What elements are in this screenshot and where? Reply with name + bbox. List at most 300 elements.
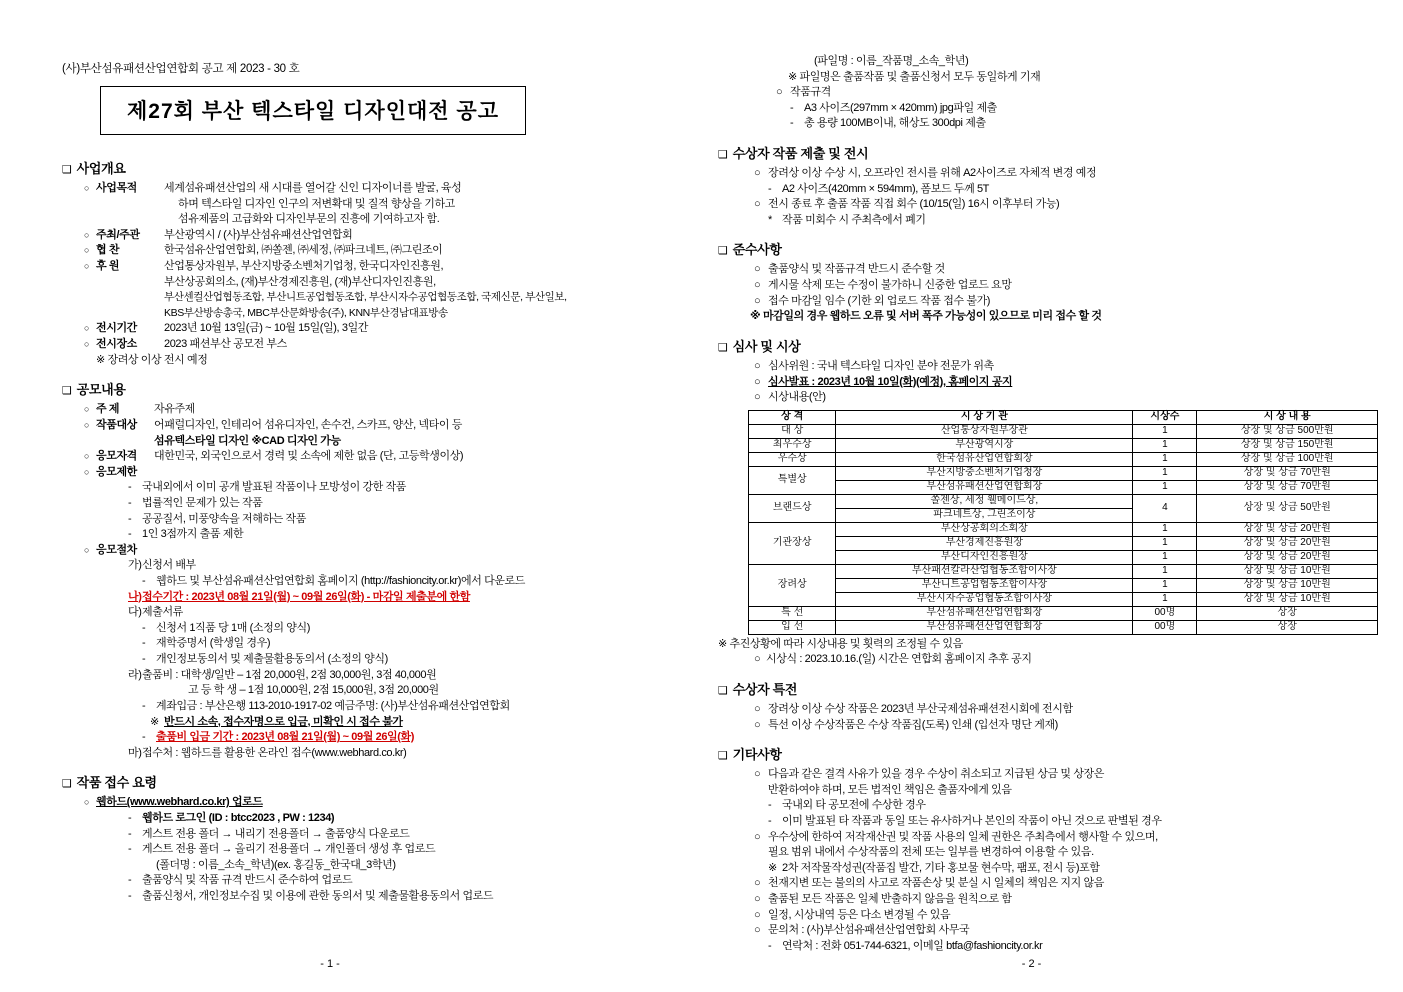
dash-bullet-icon: - xyxy=(128,811,132,824)
item-body: 이미 발표된 타 작품과 동일 또는 유사하거나 본인의 작품이 아닌 것으로 판별된 경우 xyxy=(782,815,1162,828)
item-body: 접수기간 : 2023년 08월 21일(월) ~ 09월 26일(화) - 마감일 제출분에 한함 xyxy=(142,590,470,603)
cell-count: 1 xyxy=(1133,424,1197,438)
circle-bullet-icon: ○ xyxy=(754,375,761,388)
cell-value: 상장 및 상금 10만원 xyxy=(1197,578,1378,592)
submission-list xyxy=(128,811,682,905)
column-header-value: 시 상 내 용 xyxy=(1197,410,1378,424)
list-item xyxy=(128,873,682,889)
item-body: 제출서류 xyxy=(142,606,183,619)
column-header-count: 시상수 xyxy=(1133,410,1197,424)
list-item xyxy=(84,181,682,228)
submission-header xyxy=(62,795,682,811)
item-body: 접수 마감일 임수 (기한 외 업로드 작품 접수 불가) xyxy=(768,294,991,307)
award-table xyxy=(748,410,1378,635)
cell-grade: 대 상 xyxy=(749,424,836,438)
item-body: 2차 저작물작성권(작품집 발간, 기타 홍보물 현수막, 팸포, 전시 등)포함 xyxy=(782,861,1100,874)
table-row xyxy=(749,466,1378,480)
dash-bullet-icon: - xyxy=(790,101,794,114)
list-item xyxy=(128,827,682,843)
dash-bullet-icon: - xyxy=(768,182,772,195)
item-body: 일정, 시상내역 등은 다소 변경될 수 있음 xyxy=(768,908,951,921)
table-row xyxy=(749,606,1378,620)
list-item xyxy=(128,527,682,543)
list-item xyxy=(150,715,682,731)
list-item xyxy=(754,166,1363,182)
table-row xyxy=(749,522,1378,536)
list-item xyxy=(128,496,682,512)
table-row xyxy=(749,438,1378,452)
table-row xyxy=(749,620,1378,634)
section-title-text: 공모내용 xyxy=(76,382,126,398)
square-bullet-icon: ❑ xyxy=(718,341,728,354)
cell-value: 상장 xyxy=(1197,606,1378,620)
document-title-box xyxy=(100,86,526,135)
list-item xyxy=(142,621,682,637)
item-line: 부산센컬산업협동조합, 부산니트공업협동조합, 부산시자수공업협동조합, 국제신문, 부산일보, xyxy=(164,291,567,304)
circle-bullet-icon: ○ xyxy=(754,263,761,276)
filename-note-list xyxy=(788,70,1363,86)
item-body: 게스트 전용 폴더 → 올리기 전용폴더 → 개인폴더 생성 후 업로드 xyxy=(142,843,436,856)
list-marker xyxy=(142,858,156,874)
item-body xyxy=(154,418,682,449)
cell-org: 한국섬유산업연합회장 xyxy=(836,452,1133,466)
item-body xyxy=(768,830,1158,846)
limit-list xyxy=(128,480,682,542)
circle-bullet-icon: ○ xyxy=(754,924,761,937)
list-item xyxy=(754,892,1363,908)
item-body: 특선 이상 수상작품은 수상 작품집(도록) 인쇄 (입선자 명단 게재) xyxy=(768,718,1058,731)
column-header-org: 시 상 기 관 xyxy=(836,410,1133,424)
cell-org: 부산지방중소벤처기업청장 xyxy=(836,466,1133,480)
item-body: (파일명 : 이름_작품명_소속_학년) xyxy=(814,55,969,67)
section-heading-submission xyxy=(62,772,682,791)
list-item xyxy=(790,116,1363,132)
item-body: (폴더명 : 이름_소속_학년)(ex. 홍길동_한국대_3학년) xyxy=(156,858,396,871)
circle-bullet-icon: ○ xyxy=(754,653,761,666)
cell-grade: 특 선 xyxy=(749,606,836,620)
item-line: 세계섬유패션산업의 새 시대를 열어갈 신인 디자이너를 발굴, 육성 xyxy=(164,182,462,194)
cell-grade: 최우수상 xyxy=(749,438,836,452)
table-row xyxy=(749,424,1378,438)
item-body: 게시물 삭제 또는 수정이 불가하니 신중한 업로드 요망 xyxy=(768,279,1012,292)
section-title-text: 기타사항 xyxy=(732,747,782,763)
item-body: 시상식 : 2023.10.16.(일) 시간은 연합회 홈페이지 추후 공지 xyxy=(766,653,1032,666)
section-heading-compliance xyxy=(718,239,1363,258)
cell-org: 부산상공회의소회장 xyxy=(836,522,1133,536)
section-heading-exhibit xyxy=(718,143,1363,162)
section-title-text: 수상자 작품 제출 및 전시 xyxy=(732,146,869,162)
item-body: 게스트 전용 폴더 → 내리기 전용폴더 → 출품양식 다운로드 xyxy=(142,827,410,840)
contact-info: 연락처 : 전화 051-744-6321, 이메일 btfa@fashioncity.or.kr xyxy=(782,939,1043,952)
list-item xyxy=(768,798,1363,814)
item-body: 작품규격 xyxy=(790,86,831,99)
list-item xyxy=(84,228,682,244)
circle-bullet-icon: ○ xyxy=(84,323,90,334)
compliance-warning xyxy=(750,309,1363,325)
item-line: 부산상공회의소, (재)부산경제진흥원, (재)부산디자인진흥원, xyxy=(164,275,436,288)
circle-bullet-icon: ○ xyxy=(754,893,761,906)
item-line: 우수상에 한하여 저작재산권 및 작품 사용의 일체 권한은 주최측에서 행사할 수 있으며, xyxy=(768,830,1158,843)
page-number-left: - 1 - xyxy=(320,958,340,970)
cell-count: 1 xyxy=(1133,466,1197,480)
list-marker: 라) xyxy=(128,668,142,681)
square-bullet-icon: ❑ xyxy=(62,385,72,398)
section-heading-benefits xyxy=(718,679,1363,698)
judging-list xyxy=(754,359,1363,406)
list-item xyxy=(754,197,1363,213)
item-label: 응모자격 xyxy=(96,450,137,463)
cell-count: 1 xyxy=(1133,592,1197,606)
table-header-row xyxy=(749,410,1378,424)
benefits-list xyxy=(754,702,1363,733)
list-item xyxy=(754,783,1363,799)
item-body: 접수처 : 웹하드를 활용한 온라인 접수(www.webhard.co.kr) xyxy=(142,746,407,759)
cell-value: 상장 및 상금 70만원 xyxy=(1197,480,1378,494)
list-item xyxy=(754,278,1363,294)
list-item xyxy=(142,699,682,715)
cell-count: 1 xyxy=(1133,452,1197,466)
circle-bullet-icon: ○ xyxy=(84,404,90,415)
process-list xyxy=(128,558,682,761)
item-body: 장려상 이상 수상 시, 오프라인 전시를 위해 A2사이즈로 자체적 변경 예정 xyxy=(768,167,1097,180)
circle-bullet-icon: ○ xyxy=(754,167,761,180)
item-body: 신청서 배부 xyxy=(142,559,196,572)
cell-org: 파크네트상, 그린조이상 xyxy=(836,508,1133,522)
list-item xyxy=(142,652,682,668)
dash-bullet-icon: - xyxy=(128,512,132,525)
item-body: 반환하여야 하며, 모든 법적인 책임은 출품자에게 있음 xyxy=(768,783,1012,796)
section-heading-overview xyxy=(62,158,682,177)
list-item xyxy=(754,294,1363,310)
cell-count: 00명 xyxy=(1133,606,1197,620)
exhibit-list xyxy=(754,166,1363,228)
circle-bullet-icon: ○ xyxy=(84,339,90,350)
item-body: 필요 범위 내에서 수상작품의 전체 또는 일부를 변경하여 이용할 수 있음. xyxy=(768,846,1094,859)
dash-bullet-icon: - xyxy=(142,637,146,650)
list-item xyxy=(768,182,1363,198)
list-item xyxy=(142,858,682,874)
table-row xyxy=(749,592,1378,606)
list-item xyxy=(768,939,1363,955)
list-item xyxy=(128,889,682,905)
item-body: 문의처 : (사)부산섬유패션산업연합회 사무국 xyxy=(768,924,970,937)
cell-value: 상장 및 상금 20만원 xyxy=(1197,550,1378,564)
section-heading-contest xyxy=(62,379,682,398)
item-body: 2023년 10월 13일(금) ~ 10월 15일(일), 3일간 xyxy=(164,322,369,335)
section-title-text: 준수사항 xyxy=(732,242,782,258)
item-label: 응모제한 xyxy=(96,465,137,478)
dash-bullet-icon: - xyxy=(768,939,772,952)
list-marker: 나) xyxy=(128,590,142,603)
item-label: 주 제 xyxy=(96,403,120,416)
circle-bullet-icon: ○ xyxy=(754,279,761,292)
page-number-right: - 2 - xyxy=(1021,958,1042,970)
item-body: 국내외 타 공모전에 수상한 경우 xyxy=(782,799,926,812)
others-list xyxy=(754,767,1363,954)
item-body: 계좌입금 : 부산은행 113-2010-1917-02 예금주명: (사)부산섬유패션산업연합회 xyxy=(156,699,510,712)
item-body: 시상내용(안) xyxy=(768,391,826,404)
cell-org: 부산패션칼라산업협동조합이사장 xyxy=(836,564,1133,578)
right-column xyxy=(700,0,1403,992)
item-body: 재학증명서 (학생일 경우) xyxy=(156,637,271,650)
item-body xyxy=(96,795,682,811)
table-row xyxy=(749,494,1378,508)
item-body: 다음과 같은 결격 사유가 있을 경우 수상이 취소되고 지급된 상금 및 상장은 xyxy=(768,768,1104,781)
cell-count: 1 xyxy=(1133,578,1197,592)
dash-bullet-icon: - xyxy=(142,653,146,666)
dash-bullet-icon: - xyxy=(128,874,132,887)
item-body: 심사위원 : 국내 텍스타일 디자인 분야 전문가 위촉 xyxy=(768,359,994,372)
circle-bullet-icon: ○ xyxy=(754,198,761,211)
contest-list xyxy=(62,402,682,480)
list-marker xyxy=(174,683,188,699)
list-item xyxy=(128,558,682,574)
list-item xyxy=(754,845,1363,861)
list-item xyxy=(754,908,1363,924)
square-bullet-icon: ❑ xyxy=(718,149,728,162)
list-item xyxy=(790,101,1363,117)
item-label: 응모절차 xyxy=(96,543,137,556)
circle-bullet-icon: ○ xyxy=(754,908,761,921)
table-row xyxy=(749,550,1378,564)
dash-bullet-icon: - xyxy=(128,496,132,509)
list-item xyxy=(84,337,682,353)
cell-count: 00명 xyxy=(1133,620,1197,634)
list-item xyxy=(142,636,682,652)
item-body: 출품비 : 대학생/일반 – 1점 20,000원, 2점 30,000원, 3점 40,000원 xyxy=(142,668,437,681)
item-body: 출품양식 및 작품 규격 반드시 준수하여 업로드 xyxy=(142,874,353,887)
award-footnote: ※ 추진상황에 따라 시상내용 및 횟력의 조정될 수 있음 xyxy=(718,637,963,650)
left-column xyxy=(0,0,700,992)
page-title: 제27회 부산 텍스타일 디자인대전 공고 xyxy=(127,100,499,123)
item-body: 개인정보동의서 및 제출물활용동의서 (소정의 양식) xyxy=(156,653,388,666)
list-item xyxy=(754,375,1363,391)
list-marker xyxy=(754,783,768,799)
list-item xyxy=(84,543,682,559)
cell-org: 산업통상자원부장관 xyxy=(836,424,1133,438)
item-body: 2023 패션부산 공모전 부스 xyxy=(164,338,287,351)
item-body: 신청서 1직품 당 1매 (소정의 양식) xyxy=(156,621,310,634)
list-item xyxy=(84,795,682,811)
cell-count: 1 xyxy=(1133,564,1197,578)
spec-list xyxy=(776,85,1363,132)
cell-org: 부산섬유패션산업연합회장 xyxy=(836,620,1133,634)
item-line: 섬유텍스타일 디자인 ※CAD 디자인 가능 xyxy=(154,434,341,447)
list-marker: 가) xyxy=(128,559,142,572)
table-row xyxy=(749,536,1378,550)
compliance-list xyxy=(750,262,1363,324)
item-body xyxy=(164,259,682,321)
item-body: ※ 마감일의 경우 웹하드 오류 및 서버 폭주 가능성이 있으므로 미리 접수 할 것 xyxy=(750,310,1102,323)
item-body: 대한민국, 외국인으로서 경력 및 소속에 제한 없음 (단, 고등학생이상) xyxy=(154,450,464,463)
list-item xyxy=(754,390,1363,406)
cell-value: 상장 및 상금 50만원 xyxy=(1197,494,1378,522)
cell-count: 1 xyxy=(1133,536,1197,550)
circle-bullet-icon: ○ xyxy=(754,294,761,307)
dash-bullet-icon: - xyxy=(768,815,772,828)
item-label: 주최/주관 xyxy=(96,228,140,241)
item-label: 후 원 xyxy=(96,260,120,273)
item-line: 하며 텍스타일 디자인 인구의 저변확대 및 질적 향상을 기하고 xyxy=(178,197,455,210)
cell-value: 상장 및 상금 20만원 xyxy=(1197,536,1378,550)
overview-note: ※ 장려상 이상 전시 예정 xyxy=(96,353,208,366)
item-label: 협 찬 xyxy=(96,244,120,257)
circle-bullet-icon: ○ xyxy=(754,702,761,715)
dash-bullet-icon: - xyxy=(128,827,132,840)
item-body: 국내외에서 이미 공개 발표된 작품이나 모방성이 강한 작품 xyxy=(142,481,407,494)
cell-grade: 브랜드상 xyxy=(749,494,836,522)
cell-org: 부산디자인진흥원장 xyxy=(836,550,1133,564)
list-marker: 마) xyxy=(128,746,142,759)
item-body: 웹하드 로그인 (ID : btcc2023 , PW : 1234) xyxy=(142,811,335,824)
award-ceremony xyxy=(754,652,1363,668)
item-body: 공공질서, 미풍양속을 저해하는 작품 xyxy=(142,512,307,525)
cell-value: 상장 및 상금 100만원 xyxy=(1197,452,1378,466)
section-title-text: 사업개요 xyxy=(76,161,126,176)
circle-bullet-icon: ○ xyxy=(754,718,761,731)
circle-bullet-icon: ○ xyxy=(84,797,90,808)
list-item xyxy=(84,418,682,449)
cell-org: 부산섬유패션산업연합회장 xyxy=(836,480,1133,494)
square-bullet-icon: ❑ xyxy=(718,245,728,258)
list-item-deadline xyxy=(128,590,682,606)
section-heading-others xyxy=(718,744,1363,763)
list-marker: 다) xyxy=(128,606,142,619)
item-body: 1인 3점까지 출품 제한 xyxy=(142,528,244,541)
table-row xyxy=(749,564,1378,578)
cell-value: 상장 및 상금 150만원 xyxy=(1197,438,1378,452)
cell-grade: 특별상 xyxy=(749,466,836,494)
item-body: 반드시 소속, 접수자명으로 입금, 미확인 시 접수 불가 xyxy=(164,715,403,728)
asterisk-icon: ※ xyxy=(150,715,159,728)
square-bullet-icon: ❑ xyxy=(62,778,72,791)
list-item xyxy=(84,243,682,259)
list-item xyxy=(128,480,682,496)
overview-list xyxy=(62,181,682,368)
dash-bullet-icon: - xyxy=(128,528,132,541)
table-row xyxy=(749,578,1378,592)
item-body: 총 용량 100MB이내, 해상도 300dpi 제출 xyxy=(804,117,986,130)
section-title-text: 심사 및 시상 xyxy=(732,338,801,354)
item-body: 장려상 이상 수상 작품은 2023년 부산국제섬유패션전시회에 전시함 xyxy=(768,702,1073,715)
item-body: 전시 종료 후 출품 작품 직접 회수 (10/15(일) 16시 이후부터 가능) xyxy=(768,198,1060,211)
item-line: 섬유제품의 고급화와 디자인부문의 진흥에 기여하고자 함. xyxy=(178,213,440,226)
list-item xyxy=(754,359,1363,375)
item-body: 출품된 모든 작품은 일체 반출하지 않음을 원칙으로 함 xyxy=(768,893,1012,906)
list-item xyxy=(754,923,1363,939)
asterisk-icon: ※ xyxy=(768,861,777,874)
circle-bullet-icon: ○ xyxy=(754,768,761,781)
item-body: 심사발표 : 2023년 10월 10일(화)(예정), 홈페이지 공지 xyxy=(768,375,1013,388)
document-header-line: (사)부산섬유패션산업연합회 공고 제 2023 - 30 호 xyxy=(62,63,300,75)
cell-org: 부산시자수공업협동조합이사장 xyxy=(836,592,1133,606)
dash-bullet-icon: - xyxy=(768,799,772,812)
list-item xyxy=(84,449,682,465)
list-item xyxy=(768,861,1363,877)
list-item xyxy=(754,767,1363,783)
cell-count: 4 xyxy=(1133,494,1197,522)
cell-value: 상장 xyxy=(1197,620,1378,634)
item-body: 고 등 학 생 – 1점 10,000원, 2점 15,000원, 3점 20,000원 xyxy=(188,684,439,697)
item-label: 작품대상 xyxy=(96,418,137,431)
item-body: A3 사이즈(297mm × 420mm) jpg파일 제출 xyxy=(804,101,997,114)
list-item xyxy=(814,54,1363,70)
circle-bullet-icon: ○ xyxy=(84,245,90,256)
list-item xyxy=(128,842,682,858)
dash-bullet-icon: - xyxy=(142,575,146,588)
item-body: 부산광역시 / (사)부산섬유패션산업연합회 xyxy=(164,228,353,241)
table-row xyxy=(749,452,1378,466)
list-item xyxy=(754,876,1363,892)
item-line: KBS부산방송총국, MBC부산문화방송(주), KNN부산경남대표방송 xyxy=(164,306,448,319)
cell-org: 부산섬유패션산업연합회장 xyxy=(836,606,1133,620)
circle-bullet-icon: ○ xyxy=(84,466,90,477)
list-item xyxy=(128,811,682,827)
dash-bullet-icon: - xyxy=(142,731,146,744)
list-item xyxy=(788,70,1363,86)
circle-bullet-icon: ○ xyxy=(84,419,90,430)
cell-value: 상장 및 상금 10만원 xyxy=(1197,564,1378,578)
circle-bullet-icon: ○ xyxy=(84,183,90,193)
circle-bullet-icon: ○ xyxy=(754,830,761,843)
cell-grade: 장려상 xyxy=(749,564,836,606)
cell-grade: 기관장상 xyxy=(749,522,836,564)
dash-bullet-icon: - xyxy=(128,889,132,902)
item-body: 출품비 입금 기간 : 2023년 08월 21일(월) ~ 09월 26일(화) xyxy=(156,731,415,744)
list-item xyxy=(84,321,682,337)
cell-grade: 입 선 xyxy=(749,620,836,634)
cell-value: 상장 및 상금 20만원 xyxy=(1197,522,1378,536)
item-body: 출품양식 및 작품규격 반드시 준수할 것 xyxy=(768,263,945,276)
item-body: 웹하드 및 부산섬유패션산업연합회 홈페이지 (http://fashioncity.or.kr)에서 다운로드 xyxy=(156,575,525,588)
table-row xyxy=(749,480,1378,494)
item-body: A2 사이즈(420mm × 594mm), 폼보드 두께 5T xyxy=(782,182,990,195)
upload-label: 웹하드(www.webhard.co.kr) 업로드 xyxy=(96,796,263,809)
circle-bullet-icon: ○ xyxy=(84,451,90,462)
circle-bullet-icon: ○ xyxy=(776,86,783,99)
item-body: 작품 미회수 시 주최측에서 폐기 xyxy=(782,213,926,226)
list-item xyxy=(174,683,682,699)
circle-bullet-icon: ○ xyxy=(84,544,90,555)
item-line: 산업통상자원부, 부산지방중소벤처기업청, 한국디자인진흥원, xyxy=(164,260,444,273)
award-footnote-list xyxy=(718,637,1363,668)
dash-bullet-icon: - xyxy=(128,843,132,856)
section-heading-judging xyxy=(718,336,1363,355)
dash-bullet-icon: - xyxy=(142,621,146,634)
dash-bullet-icon: - xyxy=(142,699,146,712)
list-marker xyxy=(754,845,768,861)
cell-org: 부산광역시장 xyxy=(836,438,1133,452)
item-label: 전시기간 xyxy=(96,322,137,335)
list-item xyxy=(84,465,682,481)
list-item xyxy=(128,668,682,684)
circle-bullet-icon: ○ xyxy=(84,229,90,240)
list-item xyxy=(128,512,682,528)
circle-bullet-icon: ○ xyxy=(84,261,90,272)
list-item xyxy=(754,718,1363,734)
filename-list xyxy=(814,54,1363,70)
list-item xyxy=(142,574,682,590)
square-bullet-icon: ❑ xyxy=(718,750,728,763)
list-item xyxy=(776,85,1363,101)
circle-bullet-icon: ○ xyxy=(754,391,761,404)
list-item xyxy=(768,213,1363,229)
item-body: 법률적인 문제가 있는 작품 xyxy=(142,496,263,509)
list-item xyxy=(128,746,682,762)
list-item xyxy=(142,730,682,746)
square-bullet-icon: ❑ xyxy=(718,684,728,697)
item-body: 출품신청서, 개인정보수집 및 이용에 관한 동의서 및 제출물활용동의서 업로드 xyxy=(142,889,494,902)
